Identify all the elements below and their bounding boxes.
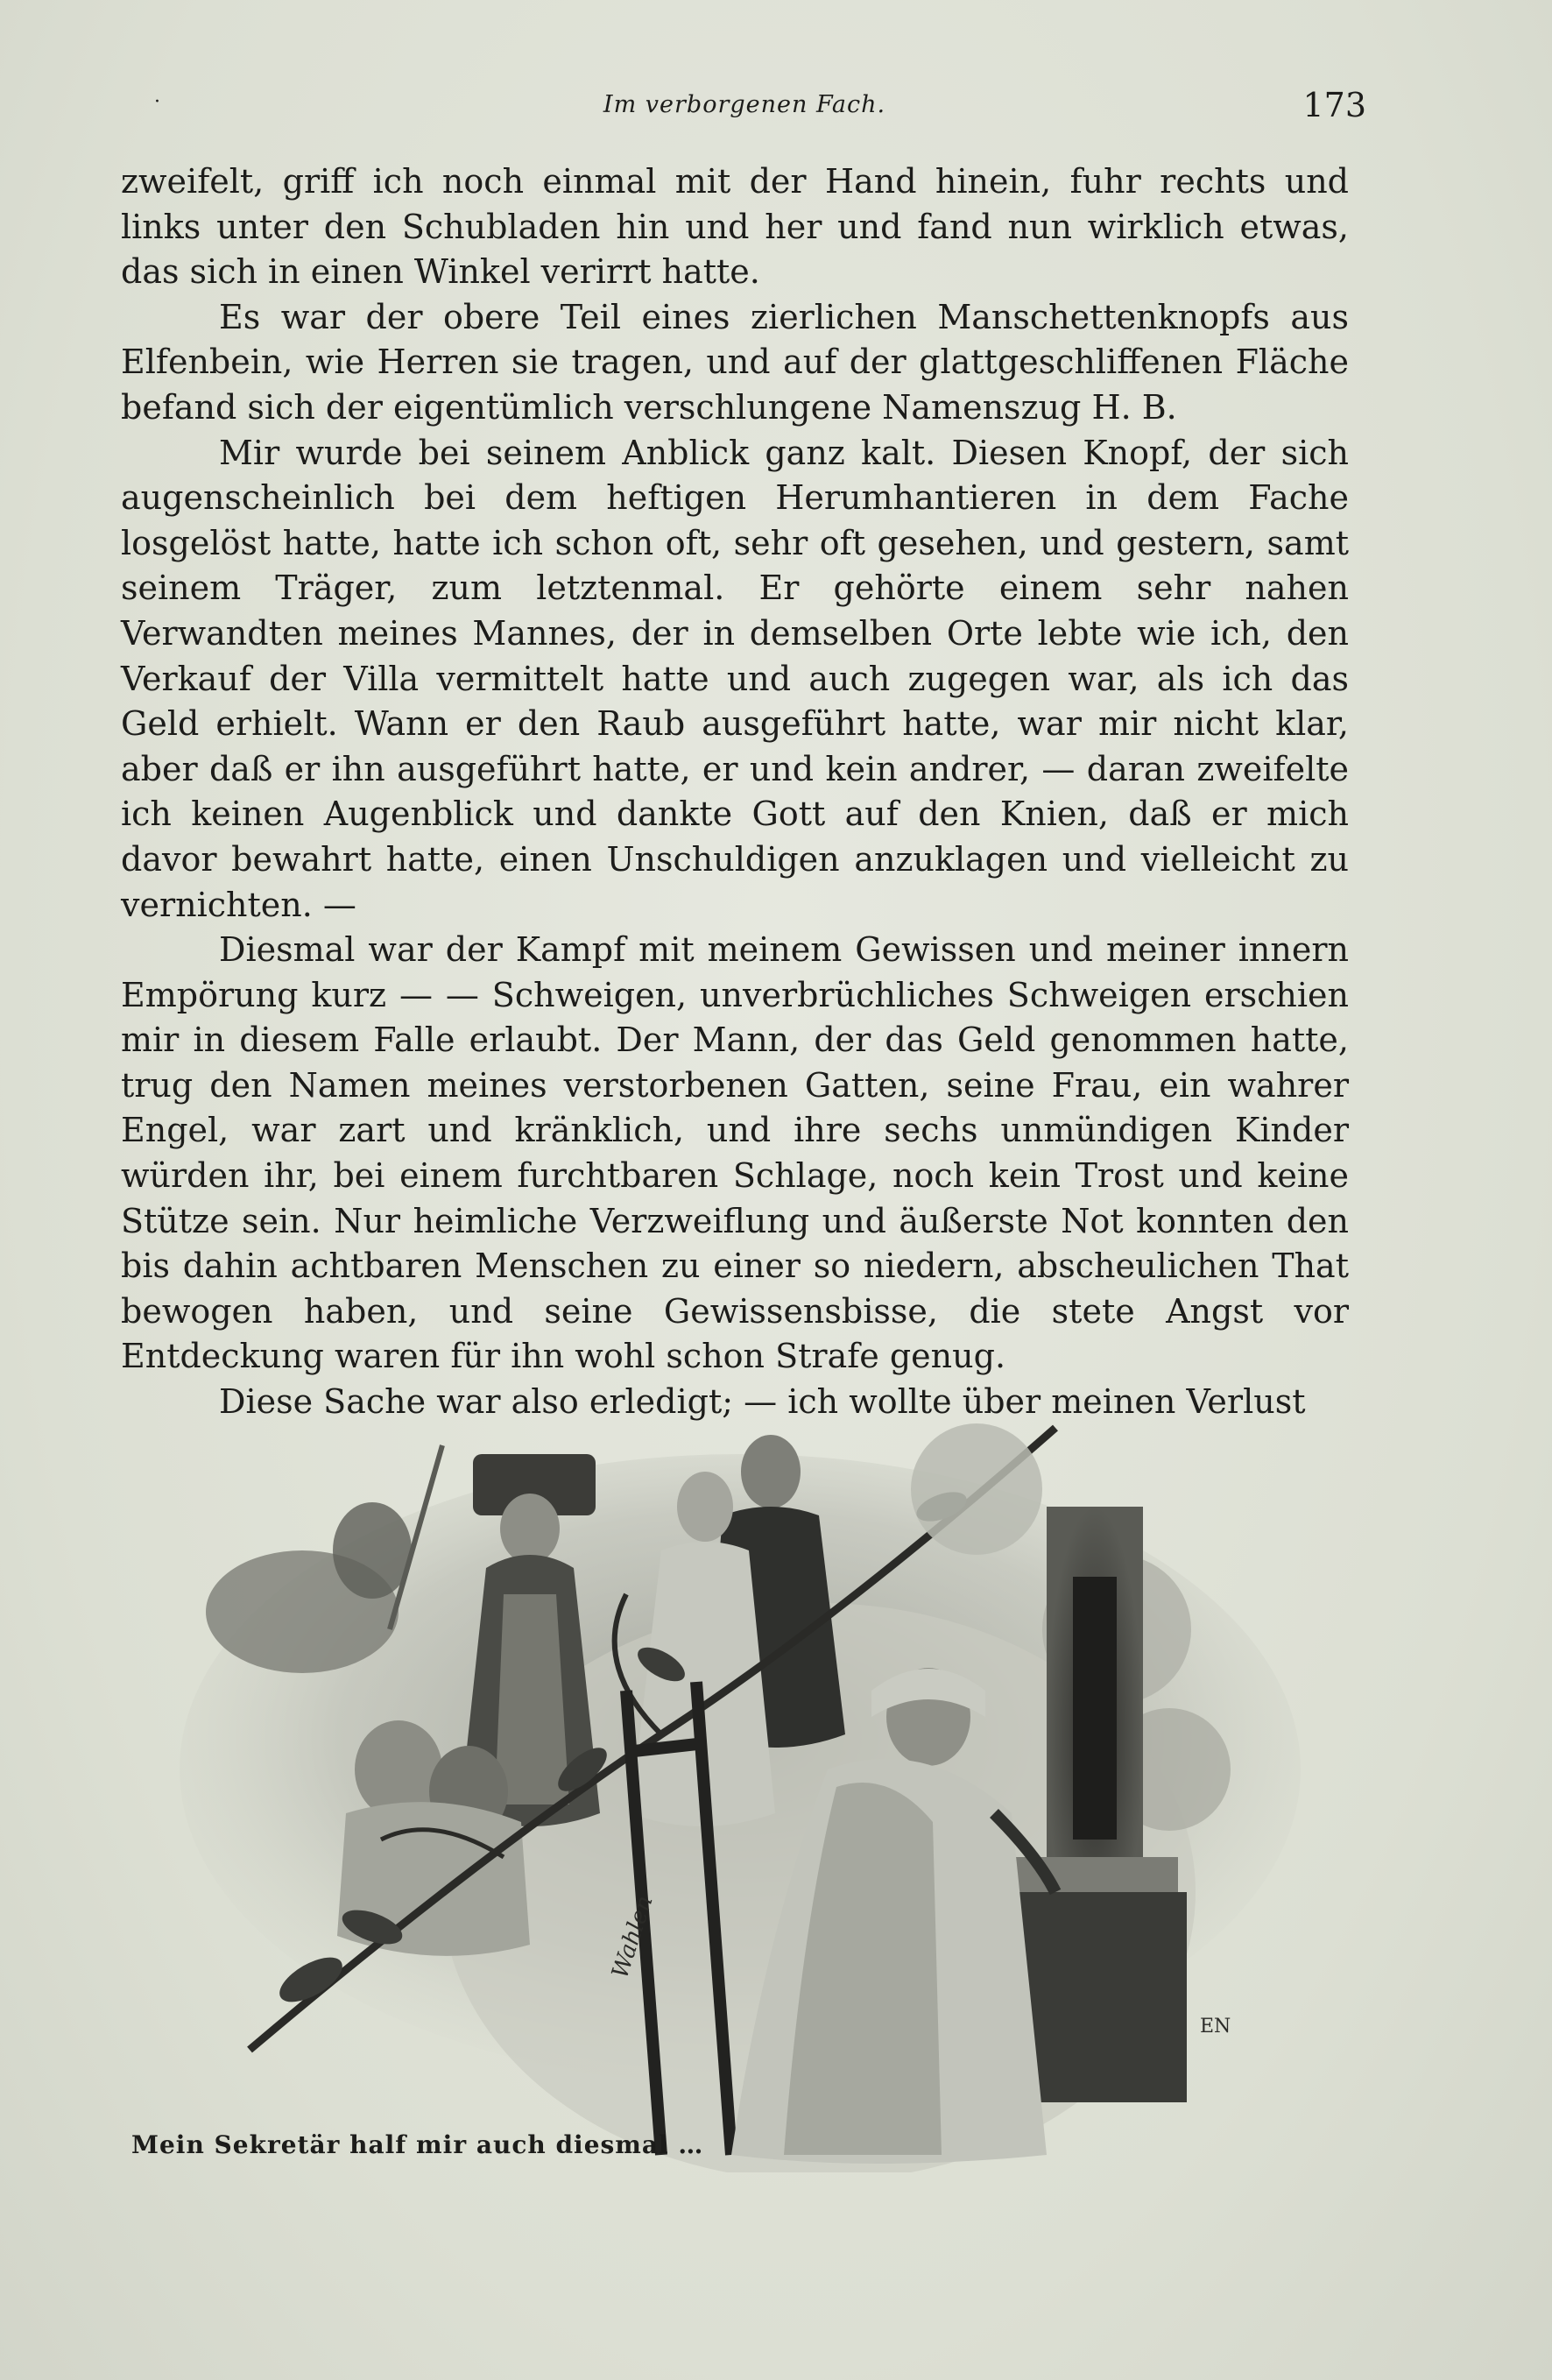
illustration-caption: Mein Sekretär half mir auch diesmal …	[131, 2130, 704, 2159]
running-head	[123, 86, 1366, 138]
artist-signature: Wahlen	[607, 1892, 659, 1982]
vignette-illustration	[171, 1402, 1362, 2172]
paragraph-3: Mir wurde bei seinem Anblick ganz kalt. Diesen Knopf, der sich augenscheinlich bei dem heftigen Herumhantieren in dem Fache losgelöst hatte, hatte ich schon oft, sehr oft gesehen, und gestern, samt seinem Träger, zum letztenmal. Er gehörte einem sehr nahen Verwandten meines Mannes, der in demselben Orte lebte wie ich, den Verkauf der Villa vermittelt hatte und auch zugegen war, als ich das Geld erhielt. Wann er den Raub ausgeführt hatte, war mir nicht klar, aber daß er ihn ausgeführt hatte, er und kein andrer, — daran zweifelte ich keinen Augenblick und dankte Gott auf den Knien, daß er mich davor bewahrt hatte, einen Unschuldigen anzuklagen und vielleicht zu vernichten. —	[121, 433, 1349, 924]
running-title: Im verborgenen Fach.	[603, 91, 886, 118]
body-text	[121, 159, 1349, 1425]
artist-monogram: EN	[1200, 2016, 1231, 2037]
paragraph-1: zweifelt, griff ich noch einmal mit der Hand hinein, fuhr rechts und links unter den Schubladen hin und her und fand nun wirklich etwas, das sich in einen Winkel verirrt hatte.	[121, 162, 1349, 292]
paragraph-4: Diesmal war der Kampf mit meinem Gewissen und meiner innern Empörung kurz — — Schweigen, unverbrüchliches Schweigen erschien mir in diesem Falle erlaubt. Der Mann, der das Geld genommen hatte, trug den Namen meines verstorbenen Gatten, seine Frau, ein wahrer Engel, war zart und kränklich, und ihre sechs unmündigen Kinder würden ihr, bei einem furchtbaren Schlage, noch kein Trost und keine Stütze sein. Nur heimliche Verzweiflung und äußerste Not konnten den bis dahin achtbaren Menschen zu einer so niedern, abscheulichen That bewogen haben, und seine Gewissensbisse, die stete Angst vor Entdeckung waren für ihn wohl schon Strafe genug.	[121, 930, 1349, 1376]
paragraph-2: Es war der obere Teil eines zierlichen Manschettenknopfs aus Elfenbein, wie Herren sie tragen, und auf der glattgeschliffenen Fläche befand sich der eigentümlich verschlungene Namenszug H. B.	[121, 297, 1349, 427]
page-number: 173	[1302, 86, 1366, 124]
header-marker: ·	[154, 91, 160, 113]
paragraph-5: Diese Sache war also erledigt; — ich wollte über meinen Verlust	[219, 1382, 1306, 1422]
